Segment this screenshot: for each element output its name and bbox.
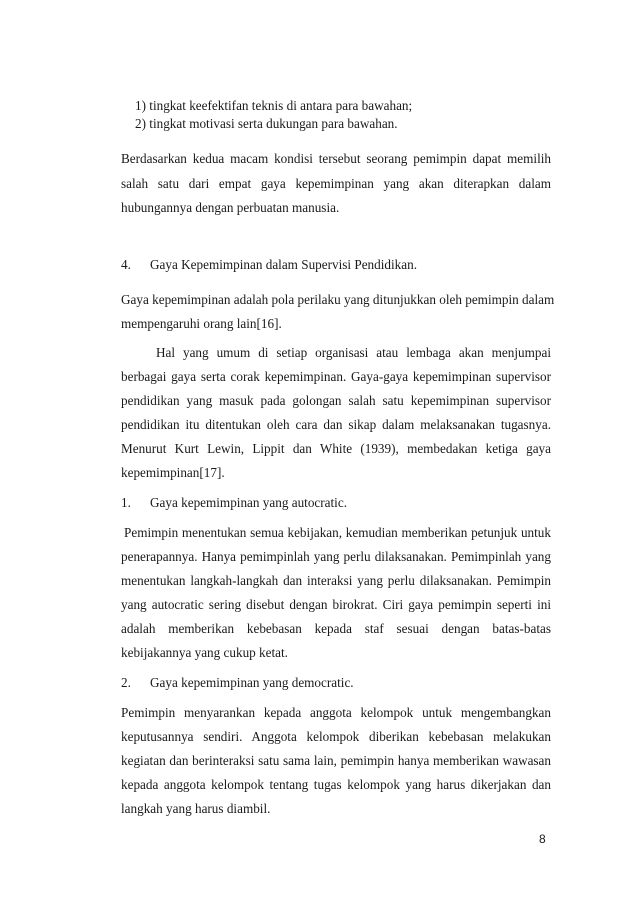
paragraph-line: salah satu dari empat gaya kepemimpinan yang akan diterapkan dalam: [121, 176, 551, 191]
paragraph-line: mempengaruhi orang lain[16].: [121, 316, 282, 331]
paragraph-line: hubungannya dengan perbuatan manusia.: [121, 200, 340, 215]
section-heading: Gaya Kepemimpinan dalam Supervisi Pendidikan.: [150, 257, 417, 272]
paragraph-line: langkah yang harus diambil.: [121, 801, 271, 816]
paragraph-line: adalah memberikan kebebasan kepada staf sesuai dengan batas-batas: [121, 621, 551, 636]
paragraph-line: penerapannya. Hanya pemimpinlah yang perlu dilaksanakan. Pemimpinlah yang: [121, 549, 551, 564]
paragraph-line: kepada anggota kelompok tentang tugas kelompok yang harus dikerjakan dan: [121, 777, 551, 792]
paragraph-line: pendidikan yang masuk pada golongan salah satu kepemimpinan supervisor: [121, 393, 551, 408]
list-item: 1) tingkat keefektifan teknis di antara para bawahan;: [135, 98, 413, 113]
paragraph-line: Gaya kepemimpinan adalah pola perilaku yang ditunjukkan oleh pemimpin dalam: [121, 292, 555, 307]
page-number: 8: [539, 832, 546, 846]
list-item: 2) tingkat motivasi serta dukungan para bawahan.: [135, 116, 398, 131]
paragraph-line: kepemimpinan[17].: [121, 465, 225, 480]
list-number: 2.: [121, 675, 131, 690]
paragraph-line: menentukan langkah-langkah dan interaksi yang perlu dilaksanakan. Pemimpin: [121, 573, 551, 588]
paragraph-line: kebijakannya yang cukup ketat.: [121, 645, 288, 660]
paragraph-line: keputusannya sendiri. Anggota kelompok diberikan kebebasan melakukan: [121, 729, 551, 744]
paragraph-line: Menurut Kurt Lewin, Lippit dan White (1939), membedakan ketiga gaya: [121, 441, 551, 456]
paragraph-line: Pemimpin menyarankan kepada anggota kelompok untuk mengembangkan: [121, 705, 551, 720]
paragraph-line: Berdasarkan kedua macam kondisi tersebut seorang pemimpin dapat memilih: [121, 151, 551, 166]
list-number: 1.: [121, 495, 131, 510]
paragraph-line: berbagai gaya serta corak kepemimpinan. Gaya-gaya kepemimpinan supervisor: [121, 369, 551, 384]
paragraph-line: yang autocratic sering disebut dengan birokrat. Ciri gaya pemimpin seperti ini: [121, 597, 551, 612]
paragraph-line: kegiatan dan berinteraksi satu sama lain, pemimpin hanya memberikan wawasan: [121, 753, 551, 768]
list-heading: Gaya kepemimpinan yang autocratic.: [150, 495, 348, 510]
section-number: 4.: [121, 257, 131, 272]
paragraph-line: Pemimpin menentukan semua kebijakan, kemudian memberikan petunjuk untuk: [124, 525, 551, 540]
list-heading: Gaya kepemimpinan yang democratic.: [150, 675, 354, 690]
paragraph-line: pendidikan itu ditentukan oleh cara dan sikap dalam melaksanakan tugasnya.: [121, 417, 551, 432]
paragraph-line: Hal yang umum di setiap organisasi atau lembaga akan menjumpai: [156, 345, 551, 360]
